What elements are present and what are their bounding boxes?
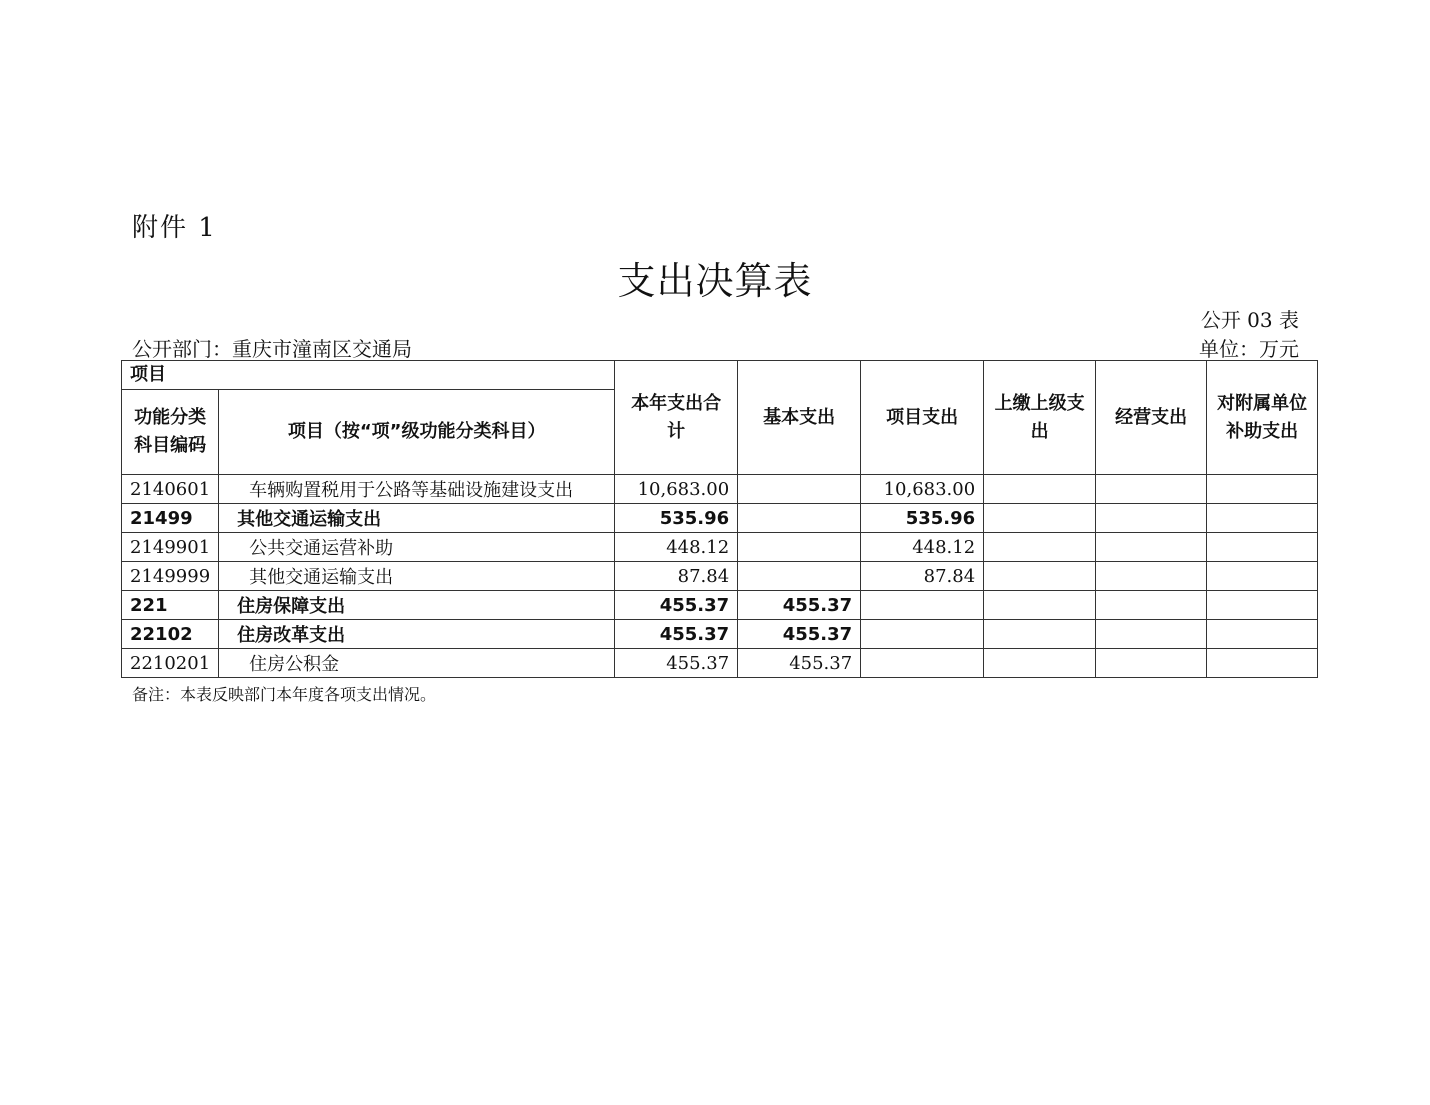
cell-name: 住房保障支出: [219, 591, 615, 620]
table-row: [122, 562, 1318, 591]
cell-basic: 455.37: [738, 649, 861, 678]
cell-code: 2210201: [122, 649, 219, 678]
cell-upper: [984, 649, 1096, 678]
cell-total: 455.37: [615, 649, 738, 678]
cell-subsidy: [1207, 620, 1318, 649]
cell-item: 87.84: [861, 562, 984, 591]
cell-total: 10,683.00: [615, 475, 738, 504]
cell-total: 455.37: [615, 591, 738, 620]
cell-upper: [984, 562, 1096, 591]
cell-code: 22102: [122, 620, 219, 649]
cell-total: 535.96: [615, 504, 738, 533]
attachment-label: 附件 1: [132, 213, 217, 243]
cell-name: 其他交通运输支出: [219, 562, 615, 591]
header-code: 功能分类科目编码: [122, 390, 219, 475]
table-row: [122, 475, 1318, 504]
cell-code: 2140601: [122, 475, 219, 504]
cell-subsidy: [1207, 504, 1318, 533]
cell-upper: [984, 533, 1096, 562]
table-row: [122, 649, 1318, 678]
table-note: 备注：本表反映部门本年度各项支出情况。: [132, 685, 437, 704]
cell-total: 455.37: [615, 620, 738, 649]
cell-business: [1096, 562, 1207, 591]
cell-business: [1096, 504, 1207, 533]
page-title: 支出决算表: [617, 259, 813, 303]
cell-basic: [738, 533, 861, 562]
cell-upper: [984, 620, 1096, 649]
cell-business: [1096, 533, 1207, 562]
cell-code: 2149999: [122, 562, 219, 591]
cell-upper: [984, 475, 1096, 504]
cell-item: 535.96: [861, 504, 984, 533]
cell-name: 住房公积金: [219, 649, 615, 678]
cell-subsidy: [1207, 475, 1318, 504]
cell-item: [861, 591, 984, 620]
cell-basic: 455.37: [738, 620, 861, 649]
cell-code: 21499: [122, 504, 219, 533]
cell-item: 448.12: [861, 533, 984, 562]
cell-subsidy: [1207, 533, 1318, 562]
table-row: [122, 533, 1318, 562]
cell-item: [861, 620, 984, 649]
table-row: [122, 591, 1318, 620]
cell-item: 10,683.00: [861, 475, 984, 504]
cell-subsidy: [1207, 649, 1318, 678]
cell-business: [1096, 649, 1207, 678]
table-row: [122, 620, 1318, 649]
cell-name: 其他交通运输支出: [219, 504, 615, 533]
table-row: [122, 504, 1318, 533]
cell-subsidy: [1207, 562, 1318, 591]
form-number: 公开 03 表: [1200, 308, 1299, 332]
header-name: 项目（按“项”级功能分类科目）: [219, 390, 615, 475]
cell-business: [1096, 620, 1207, 649]
unit-label: 单位：万元: [1199, 337, 1299, 361]
header-business: 经营支出: [1096, 361, 1207, 475]
cell-basic: [738, 475, 861, 504]
cell-name: 公共交通运营补助: [219, 533, 615, 562]
cell-total: 87.84: [615, 562, 738, 591]
header-upper: 上缴上级支出: [984, 361, 1096, 475]
cell-subsidy: [1207, 591, 1318, 620]
cell-upper: [984, 591, 1096, 620]
cell-name: 车辆购置税用于公路等基础设施建设支出: [219, 475, 615, 504]
header-subsidy: 对附属单位补助支出: [1207, 361, 1318, 475]
expenditure-table: [121, 360, 1318, 678]
cell-basic: 455.37: [738, 591, 861, 620]
cell-name: 住房改革支出: [219, 620, 615, 649]
cell-basic: [738, 562, 861, 591]
cell-code: 221: [122, 591, 219, 620]
header-basic: 基本支出: [738, 361, 861, 475]
cell-code: 2149901: [122, 533, 219, 562]
cell-basic: [738, 504, 861, 533]
header-item: 项目支出: [861, 361, 984, 475]
cell-business: [1096, 475, 1207, 504]
cell-total: 448.12: [615, 533, 738, 562]
cell-item: [861, 649, 984, 678]
header-project: 项目: [122, 361, 615, 390]
cell-upper: [984, 504, 1096, 533]
department-label: 公开部门：重庆市潼南区交通局: [132, 337, 412, 361]
cell-business: [1096, 591, 1207, 620]
header-total: 本年支出合计: [615, 361, 738, 475]
